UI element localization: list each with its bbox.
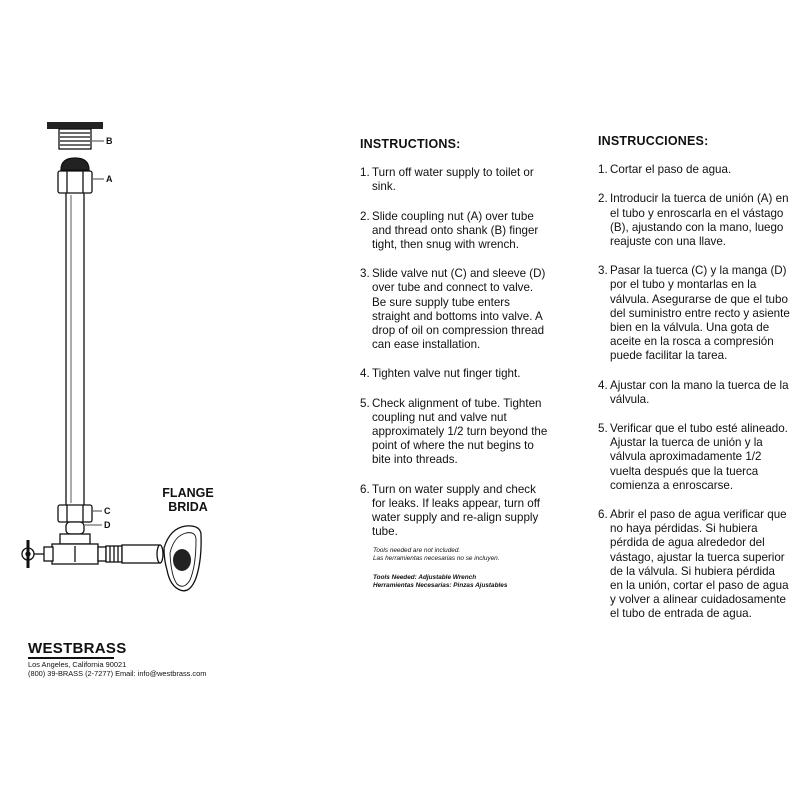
step-number: 4. [598, 378, 608, 392]
step-text: Cortar el paso de agua. [610, 163, 732, 177]
step-number: 4. [360, 367, 370, 381]
step-text: Tighten valve nut finger tight. [372, 367, 521, 381]
step-number: 6. [598, 508, 608, 522]
step-item [360, 267, 550, 352]
tube-dome [61, 158, 89, 170]
step-text: Verificar que el tubo esté alineado. Ajustar la tuerca de unión y la válvula aproximadamente 1/2 vuelta después que la tuerca comienza a enroscarse. [610, 422, 788, 492]
step-text: Ajustar con la mano la tuerca de la válvula. [610, 378, 789, 406]
step-text: Introducir la tuerca de unión (A) en el tubo y enroscarla en el vástago (B), ajustando con la mano, luego reajuste con una llave. [610, 192, 789, 249]
tools-not-included-es: Las herramientas necesarias no se incluyen. [373, 555, 500, 562]
brand-logo: WESTBRASS [28, 640, 127, 657]
step-number: 6. [360, 482, 370, 496]
step-text: Check alignment of tube. Tighten coupling nut and valve nut approximately 1/2 turn beyond the point of where the nut begins to bite into threads. [372, 396, 548, 467]
tools-not-included-note [373, 547, 499, 563]
step-number: 2. [598, 192, 608, 206]
company-contact: (800) 39-BRASS (2-7277) Email: info@westbrass.com [28, 669, 207, 678]
step-number: 5. [598, 422, 608, 436]
instrucciones-heading: INSTRUCCIONES: [598, 134, 709, 148]
instructions-heading: INSTRUCTIONS: [360, 137, 461, 151]
steps-list-english [360, 166, 550, 539]
label-d: D [104, 520, 111, 530]
step-text: Pasar la tuerca (C) y la manga (D) por el tubo y montarlas en la válvula. Asegurarse de que el tubo del suministro entre recto y asiente bien en la válvula. Una gota de aceite en la rosca a compresión puede facilitar la tarea. [610, 264, 790, 363]
steps-list-spanish [598, 163, 790, 621]
step-number: 1. [360, 166, 370, 180]
step-text: Slide coupling nut (A) over tube and thread onto shank (B) finger tight, then snug with wrench. [372, 209, 539, 252]
step-item [360, 483, 550, 540]
label-b: B [106, 136, 113, 146]
step-number: 1. [598, 163, 608, 177]
coupling-nut-a [58, 171, 104, 193]
company-address: Los Angeles, California 90021 [28, 660, 127, 669]
flange-label [158, 486, 218, 514]
step-number: 5. [360, 396, 370, 410]
instructions-english [360, 137, 550, 554]
step-text: Turn off water supply to toilet or sink. [372, 166, 534, 194]
shank-b [47, 122, 104, 149]
step-item [598, 379, 790, 407]
step-item [598, 192, 790, 249]
flange [164, 526, 201, 591]
company-address-block [28, 660, 206, 678]
tools-not-included-en: Tools needed are not included. [373, 547, 461, 554]
step-item [598, 163, 790, 177]
angle-valve [22, 534, 163, 568]
step-text: Turn on water supply and check for leaks. If leaks appear, turn off water supply and re-align supply tube. [372, 482, 540, 539]
tools-needed-en: Tools Needed: Adjustable Wrench [373, 574, 477, 581]
step-text: Slide valve nut (C) and sleeve (D) over tube and connect to valve. Be sure supply tube enters straight and bottoms into valve. A drop of oil on compression thread can ease installation. [372, 267, 546, 352]
step-text: Abrir el paso de agua verificar que no haya pérdidas. Si hubiera pérdida de agua alrededor del vástago, ajustar la tuerca superior de la válvula. Si hubiera pérdida en la unión, cortar el paso de agua y volver a alinear cuidadosamente el tubo de entrada de agua. [610, 508, 789, 621]
tools-needed-es: Herramientas Necesarias: Pinzas Ajustables [373, 582, 508, 589]
flange-label-en: FLANGE [162, 486, 214, 500]
label-a: A [106, 174, 113, 184]
step-number: 2. [360, 209, 370, 223]
step-number: 3. [360, 267, 370, 281]
brand-underline [28, 657, 114, 659]
step-item [598, 508, 790, 622]
sleeve-d [66, 522, 102, 534]
instructions-spanish [598, 134, 790, 637]
step-item [598, 264, 790, 363]
step-item [360, 210, 550, 253]
supply-tube [66, 193, 84, 505]
label-c: C [104, 506, 111, 516]
step-number: 3. [598, 264, 608, 278]
flange-label-es: BRIDA [168, 500, 208, 514]
valve-nut-c [58, 505, 102, 522]
step-item [598, 422, 790, 493]
step-item [360, 397, 550, 468]
tools-needed-note [373, 574, 507, 590]
step-item [360, 367, 550, 381]
supply-tube-diagram [0, 0, 360, 640]
step-item [360, 166, 550, 194]
